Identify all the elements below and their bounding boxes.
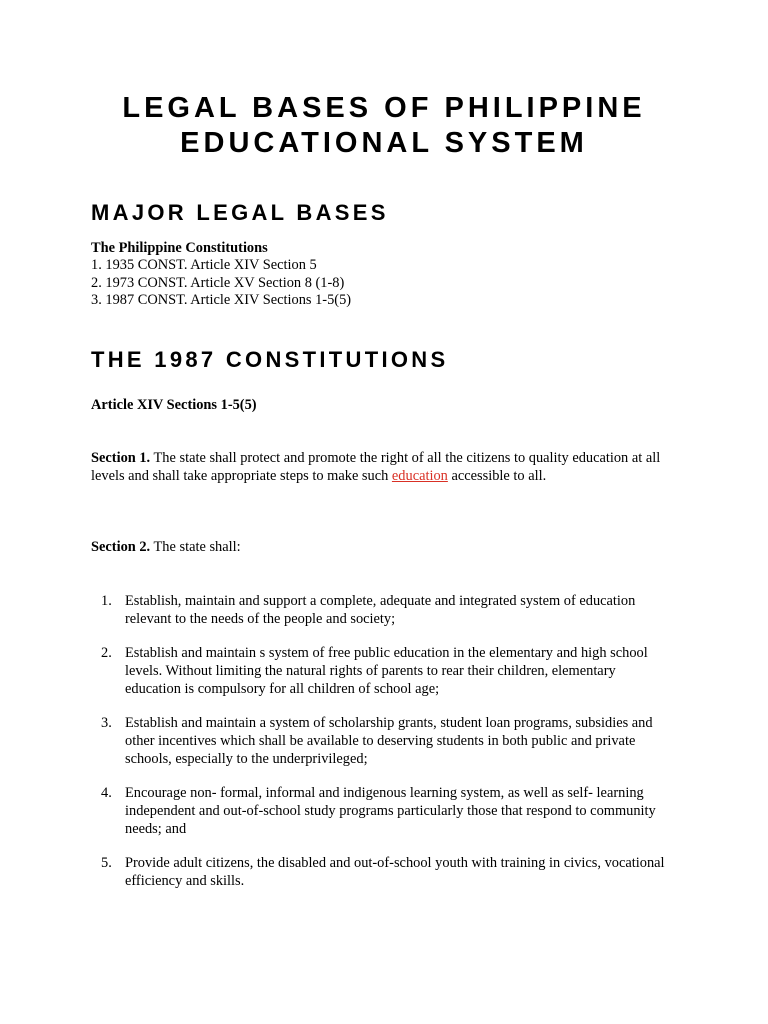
constitutions-list [91,257,351,310]
list-item-text: Provide adult citizens, the disabled and out-of-school youth with training in civics, vocational efficiency and skills. [125,855,665,889]
list-item-text: Establish, maintain and support a complete, adequate and integrated system of education relevant to the needs of the people and society; [125,593,636,627]
article-label-text: Article XIV Sections 1-5(5) [91,397,257,413]
list-item-number: 3. [101,715,112,731]
document-title [40,91,728,161]
list-item-number: 1. [101,593,112,609]
article-label [91,396,691,414]
list-item-number: 4. [101,785,112,801]
section-1-text-after: accessible to all. [447,468,547,484]
section-2-paragraph [91,538,691,556]
constitution-1987-heading: THE 1987 CONSTITUTIONS [91,347,449,372]
list-item-number: 5. [101,855,112,871]
constitutions-label [91,239,691,257]
list-item-text: Establish and maintain a system of scholarship grants, student loan programs, subsidies and other incentives which shall be available to deserving students in both public and private schools, especially to the underprivileged; [125,715,653,767]
constitution-item: 2. 1973 CONST. Article XV Section 8 (1-8) [91,274,345,291]
constitution-item: 1. 1935 CONST. Article XIV Section 5 [91,257,317,273]
education-link[interactable]: education [391,468,448,484]
list-item-text: Encourage non- formal, informal and indigenous learning system, as well as self- learning independent and out-of-school study programs particularly those that respond to community needs; and [125,785,656,837]
document-title-line2: EDUCATIONAL SYSTEM [180,127,588,159]
section-1-paragraph [91,449,691,485]
document-title-line1: LEGAL BASES OF PHILIPPINE [122,92,646,124]
section-2-text: The state shall: [150,539,241,555]
section-1-text-before: The state shall protect and promote the right of all the citizens to quality education at all levels and shall take appropriate steps to make such [91,450,661,484]
section-2-label: Section 2. [91,539,151,555]
list-item-number: 2. [101,645,112,661]
constitutions-label-text: The Philippine Constitutions [91,240,268,256]
list-item-text: Establish and maintain s system of free public education in the elementary and high school levels. Without limiting the natural rights of parents to rear their children, elementary education is compulsory for all children of school age; [125,645,648,697]
major-legal-bases-heading: MAJOR LEGAL BASES [91,200,389,225]
constitution-item: 3. 1987 CONST. Article XIV Sections 1-5(5) [91,292,352,308]
section-1-label: Section 1. [91,450,151,466]
